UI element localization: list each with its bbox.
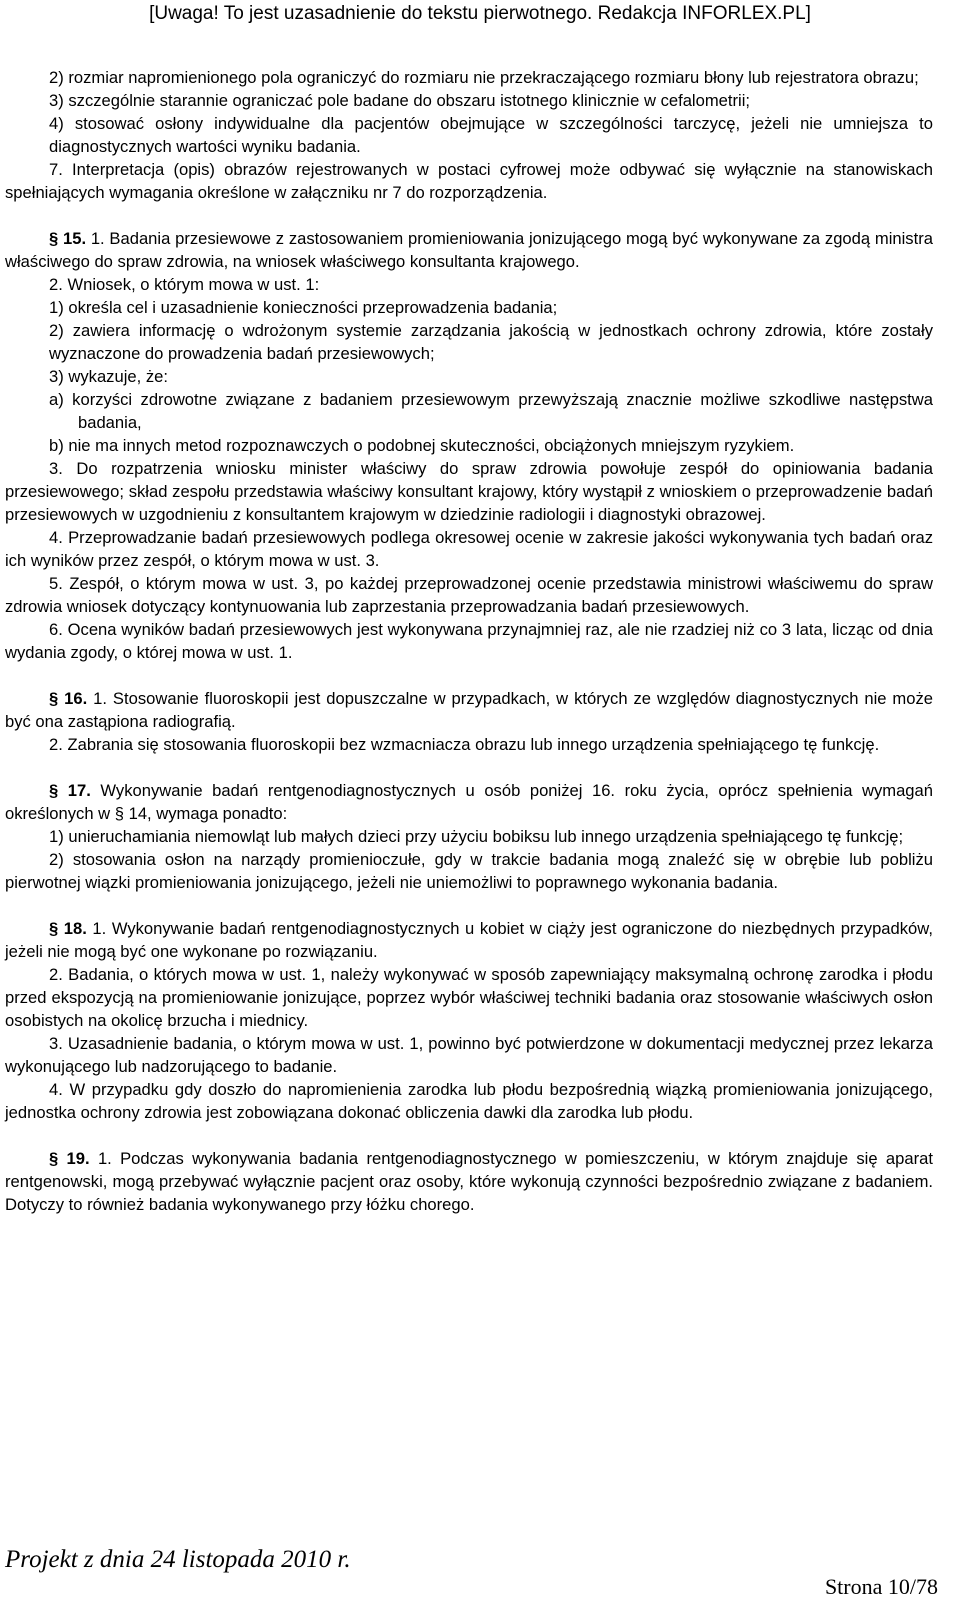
project-date-footer: Projekt z dnia 24 listopada 2010 r. (5, 1546, 351, 1573)
editorial-banner: [Uwaga! To jest uzasadnienie do tekstu pierwotnego. Redakcja INFORLEX.PL] (149, 3, 811, 24)
section-number: § 16. (49, 689, 88, 708)
document-body (5, 66, 933, 1216)
paragraph: 2. Zabrania się stosowania fluoroskopii bez wzmacniacza obrazu lub innego urządzenia spełniającego tę funkcję. (49, 735, 880, 754)
section-number: § 18. (49, 919, 87, 938)
list-item: a) korzyści zdrowotne związane z badaniem przesiewowym przewyższają znacznie możliwe szkodliwe następstwa badania, (49, 390, 933, 432)
paragraph-text: 1. Badania przesiewowe z zastosowaniem promieniowania jonizującego mogą być wykonywane za zgodą ministra właściwego do spraw zdrowia, na wniosek właściwego konsultanta krajowego. (5, 229, 933, 271)
paragraph: 4. W przypadku gdy doszło do napromienienia zarodka lub płodu bezpośrednią wiązką promieniowania jonizującego, jednostka ochrony zdrowia jest zobowiązana dokonać obliczenia dawki dla zarodka lub płodu. (5, 1080, 933, 1122)
page-number: Strona 10/78 (824, 1574, 938, 1599)
paragraph: 6. Ocena wyników badań przesiewowych jest wykonywana przynajmniej raz, ale nie rzadziej niż co 3 lata, licząc od dnia wydania zgody, o której mowa w ust. 1. (5, 620, 933, 662)
paragraph-text: 1. Wykonywanie badań rentgenodiagnostycznych u kobiet w ciąży jest ograniczone do niezbędnych przypadków, jeżeli nie mogą być one wykonane po rozwiązaniu. (5, 919, 933, 961)
paragraph: 2. Wniosek, o którym mowa w ust. 1: (49, 275, 320, 294)
section-number: § 17. (49, 781, 91, 800)
paragraph: 4. Przeprowadzanie badań przesiewowych podlega okresowej ocenie w zakresie jakości wykonywania tych badań oraz ich wyników przez zespół, o którym mowa w ust. 3. (5, 528, 933, 570)
paragraph: 7. Interpretacja (opis) obrazów rejestrowanych w postaci cyfrowej może odbywać się wyłącznie na stanowiskach spełniających wymagania określone w załączniku nr 7 do rozporządzenia. (5, 160, 933, 202)
section-number: § 19. (49, 1149, 90, 1168)
paragraph: 3) szczególnie starannie ograniczać pole badane do obszaru istotnego klinicznie w cefalometrii; (49, 91, 751, 110)
paragraph: 3. Uzasadnienie badania, o którym mowa w ust. 1, powinno być potwierdzone w dokumentacji medycznej przez lekarza wykonującego lub nadzorującego to badanie. (5, 1034, 933, 1076)
paragraph-text: 1. Podczas wykonywania badania rentgenodiagnostycznego w pomieszczeniu, w którym znajduje się aparat rentgenowski, mogą przebywać wyłącznie pacjent oraz osoby, które wykonują czynności bezpośrednio związane z badaniem. Dotyczy to również badania wykonywanego przy łóżku chorego. (5, 1149, 933, 1214)
paragraph: 3. Do rozpatrzenia wniosku minister właściwy do spraw zdrowia powołuje zespół do opiniowania badania przesiewowego; skład zespołu przedstawia właściwy konsultant krajowy, który wystąpił z wnioskiem o przeprowadzenie badań przesiewowych w uzgodnieniu z konsultantem krajowym w dziedzinie radiologii i diagnostyki obrazowej. (5, 459, 933, 524)
list-item: 1) unieruchamiania niemowląt lub małych dzieci przy użyciu bobiksu lub innego urządzenia spełniającego tę funkcję; (49, 827, 904, 846)
section-16-paragraph-1 (5, 687, 933, 733)
list-item: 1) określa cel i uzasadnienie konieczności przeprowadzenia badania; (49, 298, 558, 317)
list-item: 2) zawiera informację o wdrożonym systemie zarządzania jakością w jednostkach ochrony zdrowia, które zostały wyznaczone do prowadzenia badań przesiewowych; (49, 321, 933, 363)
paragraph: 2. Badania, o których mowa w ust. 1, należy wykonywać w sposób zapewniający maksymalną ochronę zarodka i płodu przed ekspozycją na promieniowanie jonizujące, poprzez wybór właściwej techniki badania oraz stosowanie właściwych osłon osobistych na okolicę brzucha i miednicy. (5, 965, 933, 1030)
list-item: 3) wykazuje, że: (49, 367, 168, 386)
list-item: 2) stosowania osłon na narządy promienioczułe, gdy w trakcie badania mogą znaleźć się w obrębie lub pobliżu pierwotnej wiązki promieniowania jonizującego, jeżeli nie uniemożliwi to poprawnego wykonania badania. (5, 850, 933, 892)
section-number: § 15. (49, 229, 87, 248)
paragraph-text: 1. Stosowanie fluoroskopii jest dopuszczalne w przypadkach, w których ze względów diagnostycznych nie może być ona zastąpiona radiografią. (5, 689, 933, 731)
paragraph: 2) rozmiar napromienionego pola ograniczyć do rozmiaru nie przekraczającego rozmiaru błony lub rejestratora obrazu; (49, 68, 919, 87)
section-15-paragraph-1 (5, 227, 933, 273)
section-17-paragraph (5, 779, 933, 825)
section-19-paragraph-1 (5, 1147, 933, 1216)
paragraph-text: Wykonywanie badań rentgenodiagnostycznych u osób poniżej 16. roku życia, oprócz spełnienia wymagań określonych w § 14, wymaga ponadto: (5, 781, 933, 823)
list-item: b) nie ma innych metod rozpoznawczych o podobnej skuteczności, obciążonych mniejszym ryzykiem. (49, 436, 795, 455)
section-18-paragraph-1 (5, 917, 933, 963)
paragraph: 5. Zespół, o którym mowa w ust. 3, po każdej przeprowadzonej ocenie przedstawia ministrowi właściwemu do spraw zdrowia wniosek dotyczący kontynuowania lub zaprzestania przeprowadzania badań przesiewowych. (5, 574, 933, 616)
paragraph: 4) stosować osłony indywidualne dla pacjentów obejmujące w szczególności tarczycę, jeżeli nie umniejsza to diagnostycznych wartości wyniku badania. (49, 114, 933, 156)
